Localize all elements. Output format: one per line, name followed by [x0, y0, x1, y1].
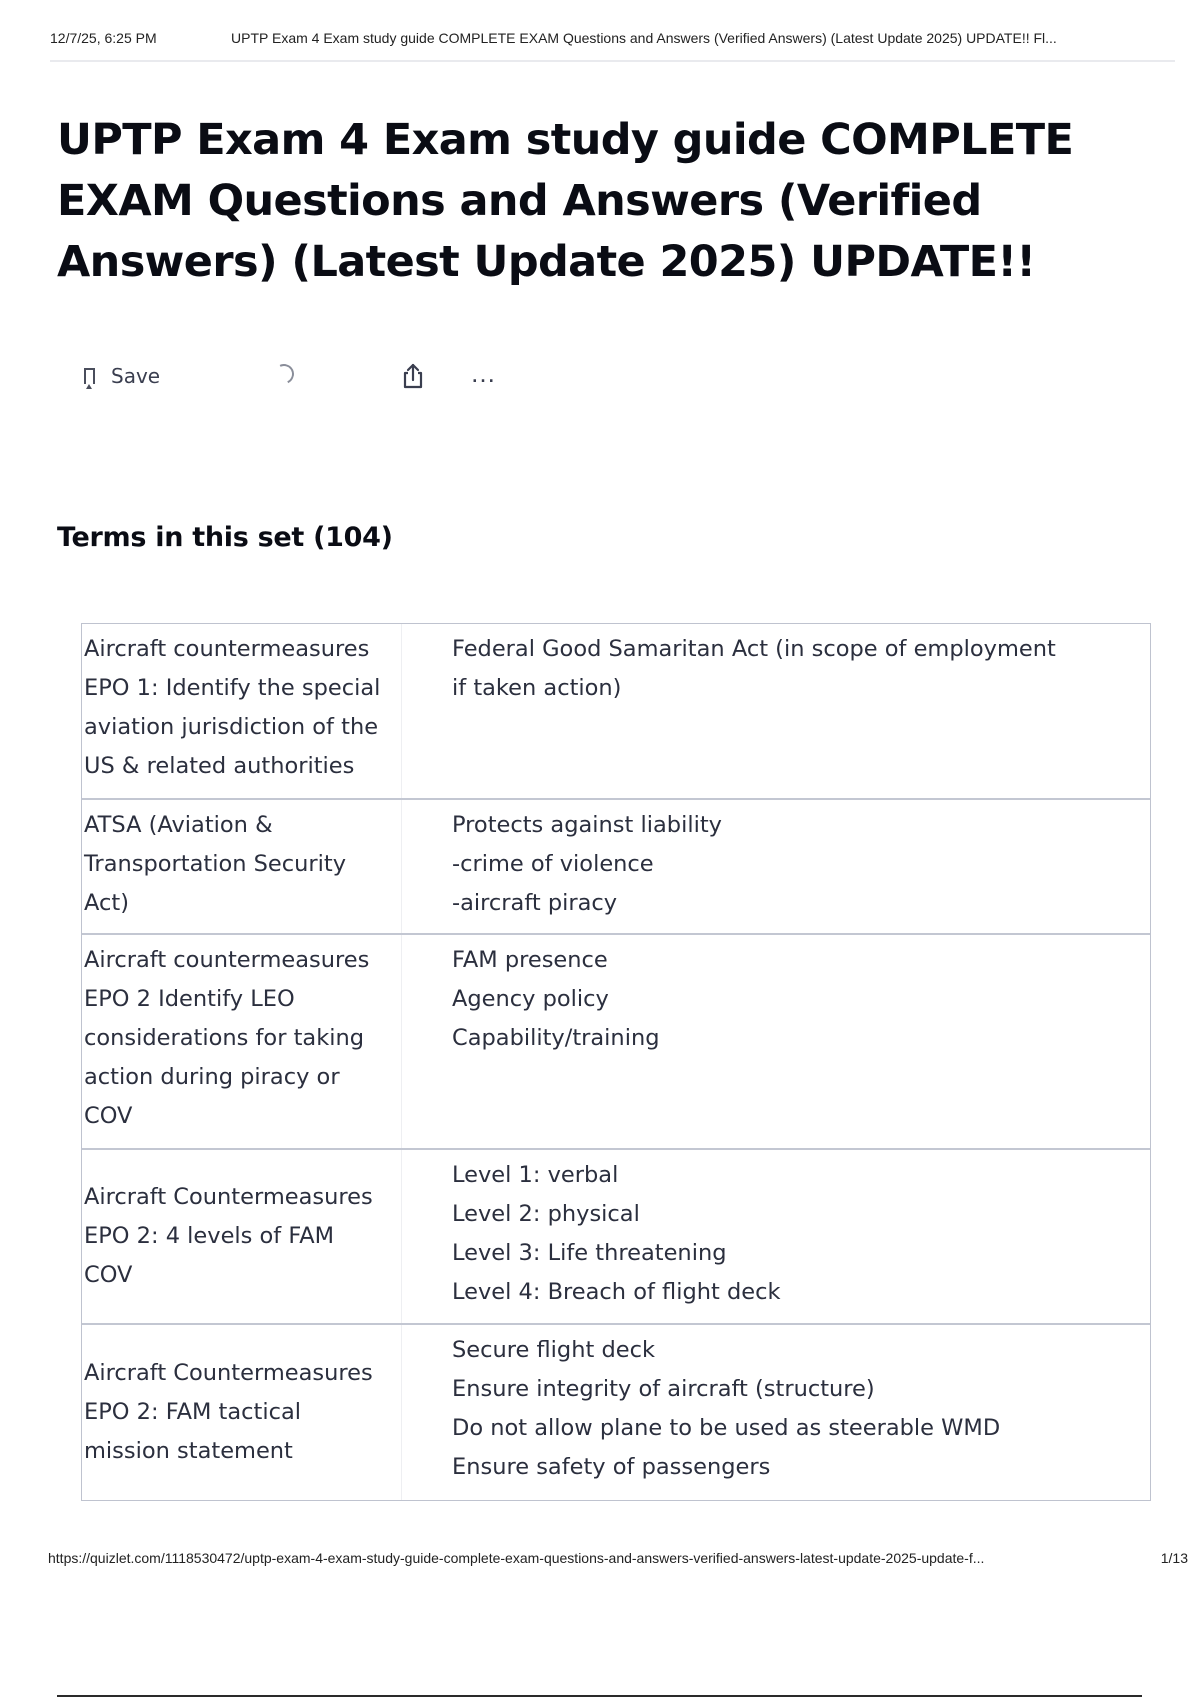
definition-line: -aircraft piracy — [452, 890, 618, 916]
term-row[interactable] — [82, 935, 1150, 1150]
print-footer — [48, 1550, 1188, 1570]
more-options-button[interactable]: … — [470, 358, 497, 388]
terms-heading: Terms in this set (104) — [57, 522, 393, 553]
term-cell — [82, 935, 402, 1148]
definition-line: Agency policy — [452, 986, 609, 1012]
term-line: EPO 2 Identify LEO — [84, 986, 295, 1012]
terms-table — [81, 623, 1151, 1501]
term-line: US & related authorities — [84, 753, 355, 779]
term-cell — [82, 800, 402, 933]
definition-line: Protects against liability — [452, 812, 722, 838]
print-doc-title: UPTP Exam 4 Exam study guide COMPLETE EXAM Questions and Answers (Verified Answers) (Latest Update 2025) UPDATE!! Fl... — [231, 30, 1057, 46]
term-line: ATSA (Aviation & — [84, 812, 273, 838]
save-button-label: Save — [111, 364, 161, 388]
term-cell — [82, 624, 402, 798]
definition-line: FAM presence — [452, 947, 608, 973]
term-row[interactable] — [82, 1325, 1150, 1500]
term-line: EPO 1: Identify the special — [84, 675, 381, 701]
term-row[interactable] — [82, 624, 1150, 800]
term-line: mission statement — [84, 1438, 293, 1464]
term-cell — [82, 1150, 402, 1323]
definition-line: Level 1: verbal — [452, 1162, 619, 1188]
print-header — [50, 30, 1175, 62]
term-line: considerations for taking — [84, 1025, 365, 1051]
term-line: action during piracy or — [84, 1064, 340, 1090]
share-icon — [399, 362, 427, 390]
definition-line: Do not allow plane to be used as steerable WMD — [452, 1415, 1001, 1441]
save-button[interactable] — [84, 358, 160, 394]
definition-line: Capability/training — [452, 1025, 660, 1051]
definition-line: Level 2: physical — [452, 1201, 640, 1227]
definition-line: -crime of violence — [452, 851, 654, 877]
term-line: EPO 2: FAM tactical — [84, 1399, 301, 1425]
term-line: Aircraft countermeasures — [84, 636, 370, 662]
term-line: Aircraft Countermeasures — [84, 1184, 373, 1210]
term-line: aviation jurisdiction of the — [84, 714, 379, 740]
page-number: 1/13 — [1160, 1550, 1188, 1566]
page-title: UPTP Exam 4 Exam study guide COMPLETE EXAM Questions and Answers (Verified Answers) (Latest Update 2025) UPDATE!! — [57, 115, 1074, 287]
definition-line: Secure flight deck — [452, 1337, 655, 1363]
print-date: 12/7/25, 6:25 PM — [50, 30, 157, 46]
term-line: Aircraft Countermeasures — [84, 1360, 373, 1386]
loading-spinner-icon — [271, 361, 297, 387]
term-line: Act) — [84, 890, 129, 916]
term-line: EPO 2: 4 levels of FAM — [84, 1223, 335, 1249]
definition-line: Ensure safety of passengers — [452, 1454, 771, 1480]
definition-line: Ensure integrity of aircraft (structure) — [452, 1376, 875, 1402]
term-line: COV — [84, 1262, 133, 1288]
term-cell — [82, 1325, 402, 1500]
share-button[interactable] — [399, 362, 427, 390]
term-line: Aircraft countermeasures — [84, 947, 370, 973]
term-line: COV — [84, 1103, 133, 1129]
definition-line: if taken action) — [452, 675, 622, 701]
term-row[interactable] — [82, 800, 1150, 935]
definition-line: Level 4: Breach of flight deck — [452, 1279, 781, 1305]
bottom-divider — [57, 1695, 1142, 1697]
definition-line: Federal Good Samaritan Act (in scope of employment — [452, 636, 1056, 662]
definition-line: Level 3: Life threatening — [452, 1240, 727, 1266]
term-row[interactable] — [82, 1150, 1150, 1325]
bookmark-icon — [84, 368, 95, 384]
term-line: Transportation Security — [84, 851, 347, 877]
page-url: https://quizlet.com/1118530472/uptp-exam-4-exam-study-guide-complete-exam-questions-and-answers-verified-answers-latest-update-2025-update-f... — [48, 1550, 985, 1566]
